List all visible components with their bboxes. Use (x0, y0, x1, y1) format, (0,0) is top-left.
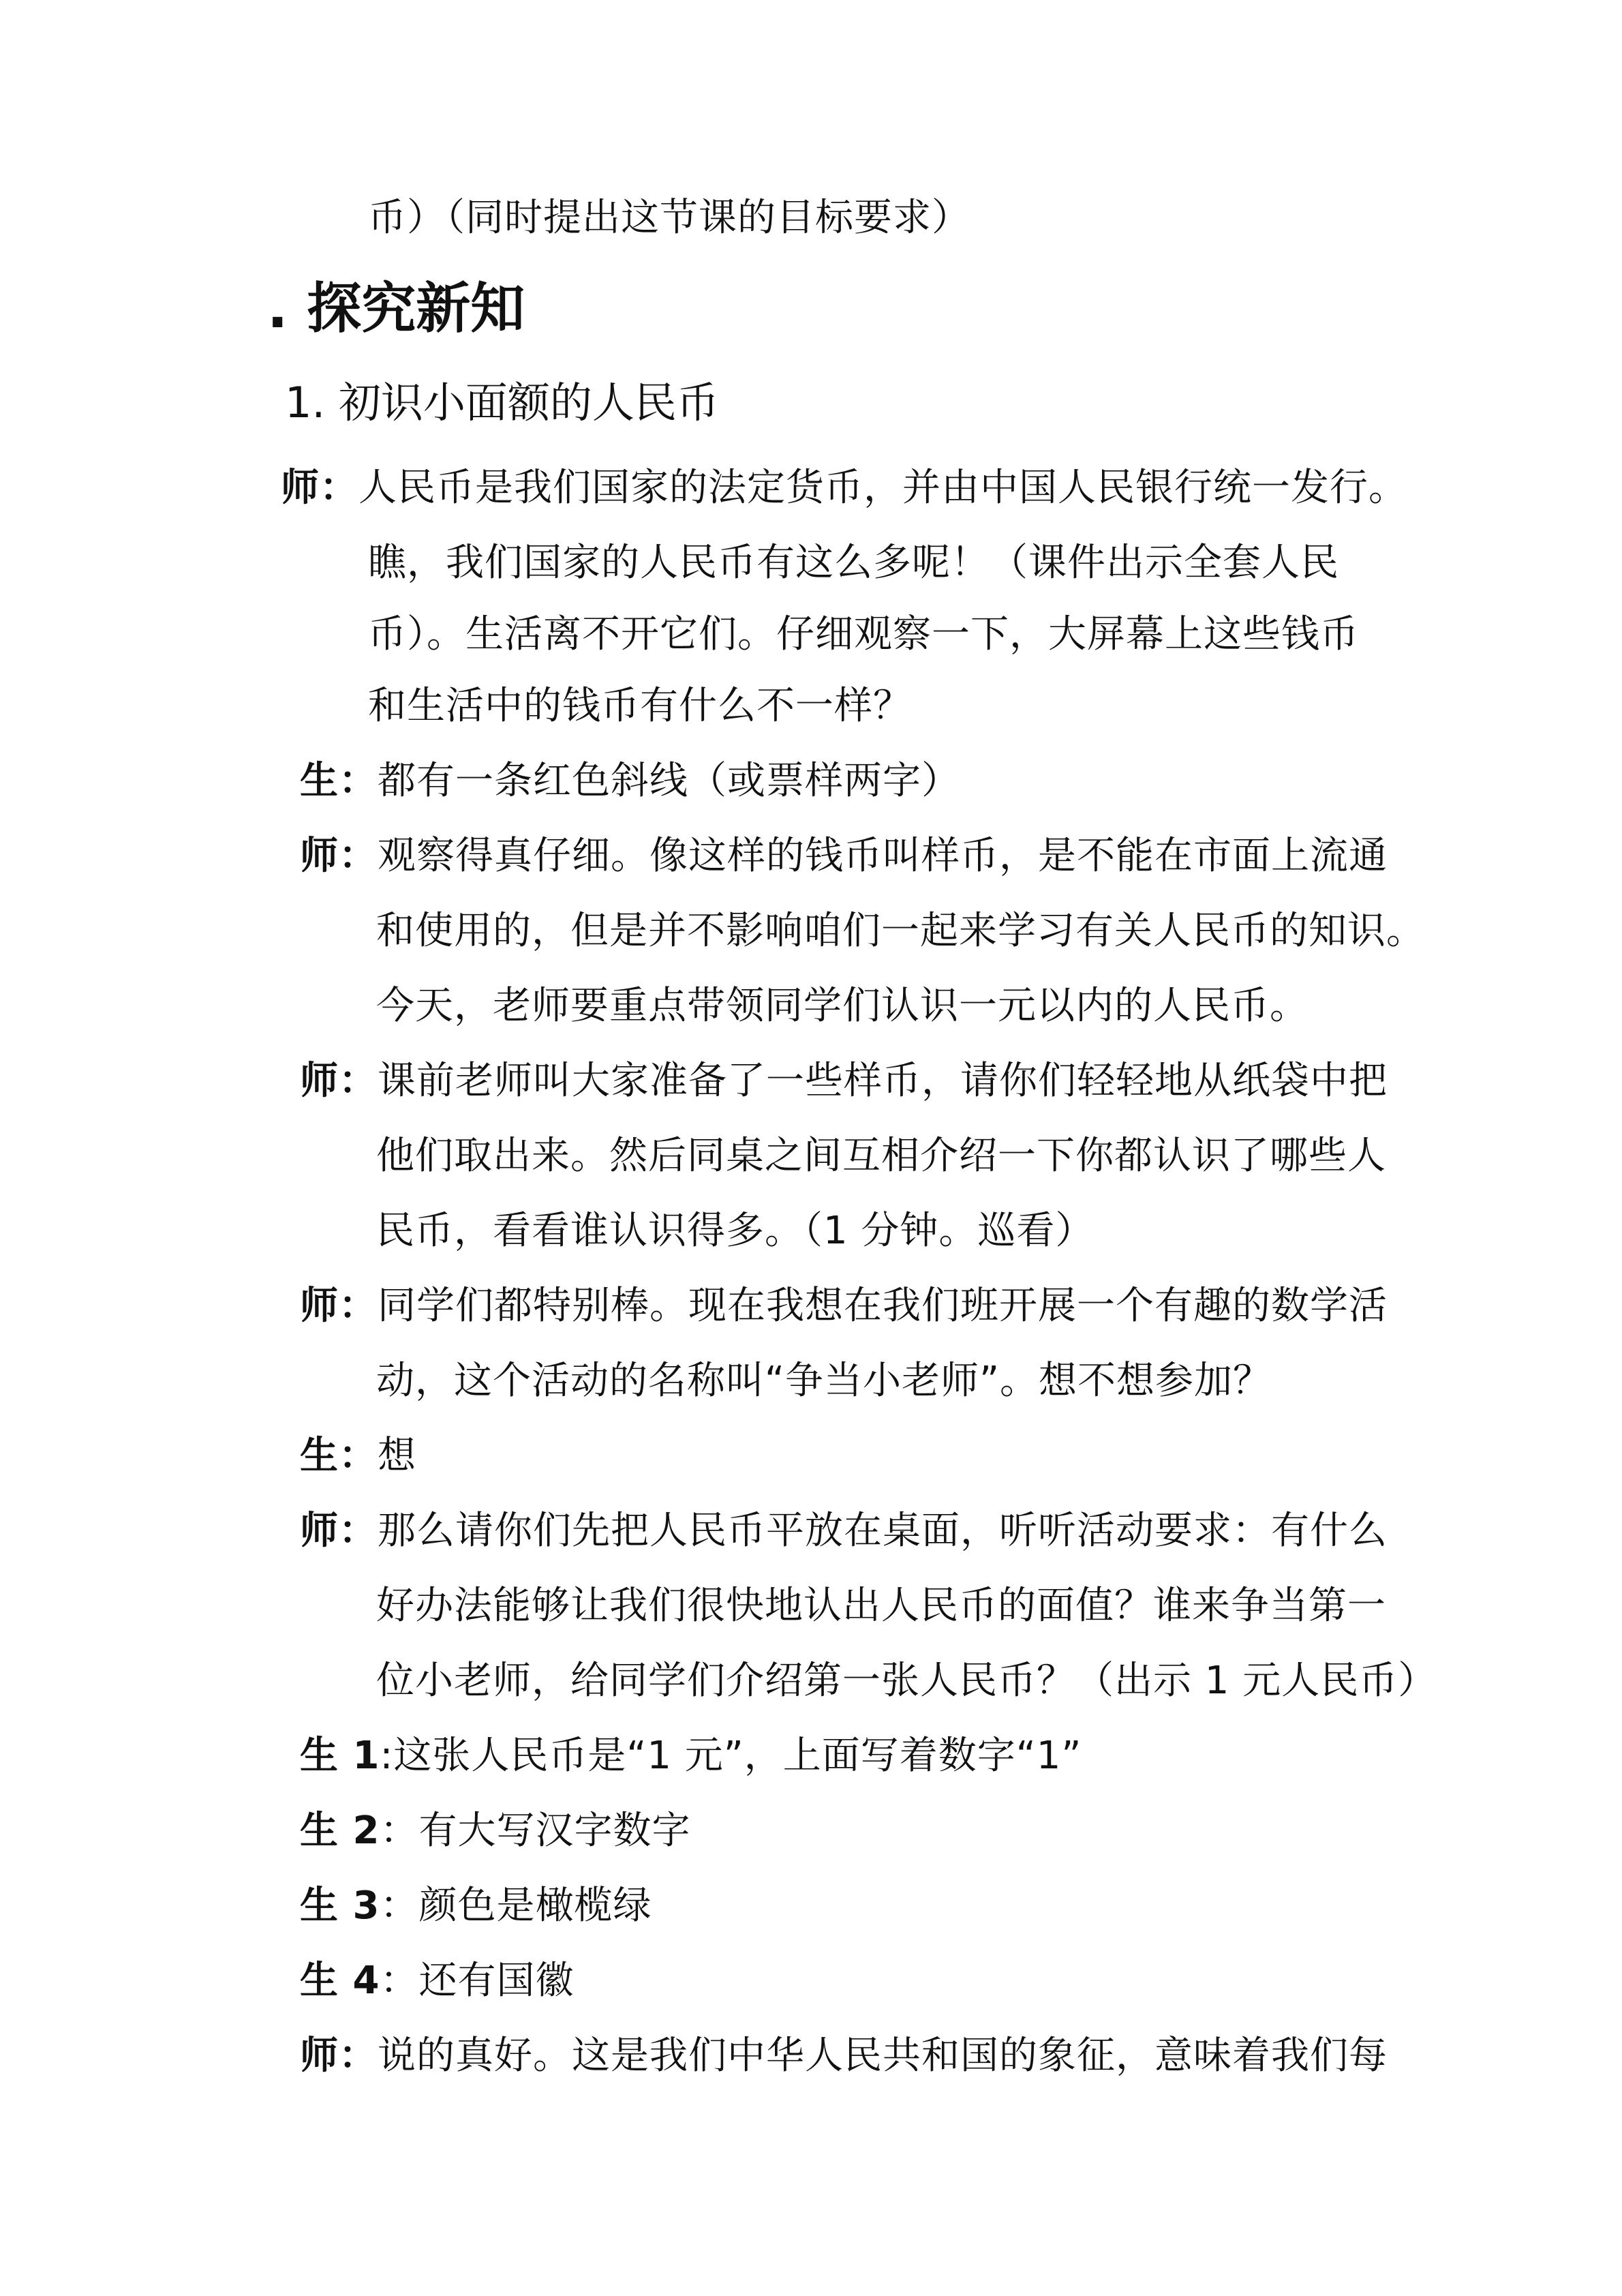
dialogue-line: 民币，看看谁认识得多。（1 分钟。巡看） (376, 1209, 1095, 1253)
dialogue-line: 币）。生活离不开它们。仔细观察一下，大屏幕上这些钱币 (368, 612, 1359, 656)
dialogue-line: 和生活中的钱币有什么不一样？ (368, 684, 912, 728)
dialogue-line (300, 1507, 1388, 1555)
dialogue-line (300, 1732, 1082, 1780)
speaker-label: 师： (281, 466, 358, 510)
dialogue-line (281, 464, 1407, 512)
speaker-label: 生： (300, 759, 378, 803)
speaker-label: 师： (300, 2034, 378, 2078)
dialogue-text: 想 (378, 1434, 416, 1478)
dialogue-text: ：还有国徽 (380, 1959, 575, 2003)
dialogue-text: 说的真好。这是我们中华人民共和国的象征，意味着我们每 (378, 2034, 1388, 2078)
speaker-label: 师： (300, 1284, 378, 1328)
dialogue-line (300, 1807, 690, 1855)
dialogue-line (300, 1432, 416, 1480)
speaker-label: 师： (300, 1509, 378, 1553)
speaker-label: 生 1 (300, 1734, 380, 1778)
dialogue-text: ：颜色是橄榄绿 (380, 1884, 652, 1928)
dialogue-line: 他们取出来。然后同桌之间互相介绍一下你都认识了哪些人 (376, 1134, 1386, 1178)
dialogue-line (300, 832, 1388, 880)
dialogue-text: 同学们都特别棒。现在我想在我们班开展一个有趣的数学活 (378, 1284, 1388, 1328)
dialogue-line (300, 1282, 1388, 1330)
speaker-label: 生 4 (300, 1959, 380, 2003)
dialogue-text: 都有一条红色斜线（或票样两字） (378, 759, 960, 803)
speaker-label: 生 2 (300, 1809, 380, 1853)
speaker-label: 生： (300, 1434, 378, 1478)
dialogue-line: 位小老师，给同学们介绍第一张人民币？（出示 1 元人民币） (376, 1659, 1437, 1703)
dialogue-text: 课前老师叫大家准备了一些样币，请你们轻轻地从纸袋中把 (378, 1059, 1388, 1103)
dialogue-line (300, 1957, 574, 2005)
dialogue-line: 和使用的，但是并不影响咱们一起来学习有关人民币的知识。 (376, 909, 1425, 953)
dialogue-text: ：有大写汉字数字 (380, 1809, 691, 1853)
subsection-heading: 1. 初识小面额的人民币 (285, 378, 719, 427)
continuation-line: 币）（同时提出这节课的目标要求） (368, 196, 970, 240)
dialogue-line (300, 1882, 652, 1930)
dialogue-line: 动，这个活动的名称叫“争当小老师”。想不想参加？ (376, 1359, 1272, 1403)
dialogue-text: 那么请你们先把人民币平放在桌面，听听活动要求：有什么 (378, 1509, 1388, 1553)
dialogue-line: 瞧，我们国家的人民币有这么多呢！（课件出示全套人民 (368, 541, 1339, 585)
speaker-label: 生 3 (300, 1884, 380, 1928)
dialogue-line (300, 1057, 1388, 1105)
speaker-label: 师： (300, 834, 378, 878)
dialogue-text: 人民币是我们国家的法定货币，并由中国人民银行统一发行。 (358, 466, 1407, 510)
dialogue-line: 今天，老师要重点带领同学们认识一元以内的人民币。 (376, 984, 1309, 1028)
dialogue-line: 好办法能够让我们很快地认出人民币的面值？谁来争当第一 (376, 1584, 1386, 1628)
dialogue-text: :这张人民币是“1 元”，上面写着数字“1” (380, 1734, 1082, 1778)
speaker-label: 师： (300, 1059, 378, 1103)
dialogue-line (300, 757, 960, 805)
section-heading: . 探究新知 (267, 277, 525, 340)
dialogue-line (300, 2032, 1388, 2080)
dialogue-text: 观察得真仔细。像这样的钱币叫样币，是不能在市面上流通 (378, 834, 1388, 878)
